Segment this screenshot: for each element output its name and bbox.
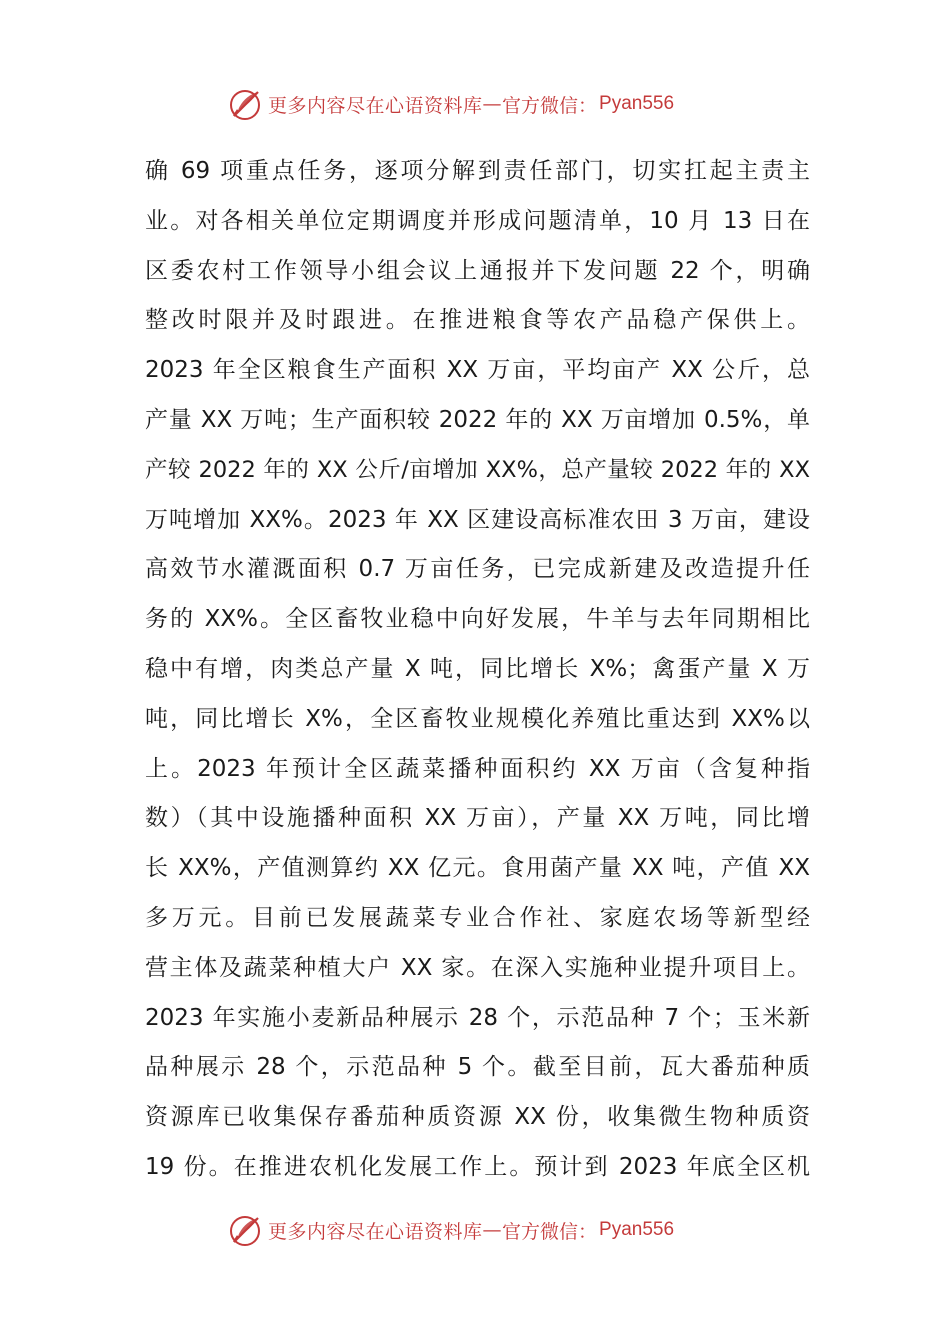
quill-logo-icon bbox=[228, 86, 264, 122]
text-line: 稳中有增，肉类总产量 X 吨，同比增长 X%；禽蛋产量 X 万 bbox=[145, 655, 810, 682]
text-line: 多万元。目前已发展蔬菜专业合作社、家庭农场等新型经 bbox=[145, 904, 810, 931]
text-line: 产量 XX 万吨；生产面积较 2022 年的 XX 万亩增加 0.5%，单 bbox=[145, 406, 810, 433]
text-line: 确 69 项重点任务，逐项分解到责任部门，切实扛起主责主 bbox=[145, 158, 810, 184]
text-line: 高效节水灌溉面积 0.7 万亩任务，已完成新建及改造提升任 bbox=[145, 556, 810, 583]
text-line: 19 份。在推进农机化发展工作上。预计到 2023 年底全区机 bbox=[145, 1153, 810, 1180]
text-line: 资源库已收集保存番茄种质资源 XX 份，收集微生物种质资 bbox=[145, 1104, 810, 1131]
text-line: 品种展示 28 个，示范品种 5 个。截至目前，瓦大番茄种质 bbox=[145, 1054, 810, 1081]
text-line: 区委农村工作领导小组会议上通报并下发问题 22 个，明确 bbox=[145, 257, 810, 284]
header-promo-text: 更多内容尽在心语资料库 bbox=[268, 94, 483, 117]
header-banner bbox=[228, 84, 674, 124]
footer-promo-text: 更多内容尽在心语资料库 bbox=[268, 1220, 483, 1243]
text-line: 上。2023 年预计全区蔬菜播种面积约 XX 万亩（含复种指 bbox=[145, 755, 810, 782]
text-line: 2023 年全区粮食生产面积 XX 万亩，平均亩产 XX 公斤，总 bbox=[145, 357, 810, 384]
text-line: 产较 2022 年的 XX 公斤/亩增加 XX%，总产量较 2022 年的 XX bbox=[145, 456, 810, 483]
footer-wechat-id: Pyan556 bbox=[599, 1219, 675, 1240]
footer-wechat-label: 官方微信： bbox=[502, 1220, 598, 1243]
header-wechat-id: Pyan556 bbox=[599, 93, 675, 114]
text-line: 业。对各相关单位定期调度并形成问题清单，10 月 13 日在 bbox=[145, 207, 810, 234]
text-line: 营主体及蔬菜种植大户 XX 家。在深入实施种业提升项目上。 bbox=[145, 954, 810, 981]
footer-dash: — bbox=[482, 1219, 503, 1241]
text-line: 整改时限并及时跟进。在推进粮食等农产品稳产保供上。 bbox=[145, 307, 810, 334]
text-line: 务的 XX%。全区畜牧业稳中向好发展，牛羊与去年同期相比 bbox=[145, 606, 810, 633]
header-wechat-label: 官方微信： bbox=[502, 94, 598, 117]
text-line: 吨，同比增长 X%，全区畜牧业规模化养殖比重达到 XX%以 bbox=[145, 705, 810, 732]
body-paragraph bbox=[145, 147, 810, 1193]
quill-logo-icon bbox=[228, 1212, 264, 1248]
text-line: 2023 年实施小麦新品种展示 28 个，示范品种 7 个；玉米新 bbox=[145, 1004, 810, 1031]
text-line: 数）（其中设施播种面积 XX 万亩），产量 XX 万吨，同比增 bbox=[145, 805, 810, 832]
footer-banner bbox=[228, 1210, 674, 1250]
text-line: 长 XX%，产值测算约 XX 亿元。食用菌产量 XX 吨，产值 XX bbox=[145, 855, 810, 882]
header-dash: — bbox=[482, 93, 503, 115]
text-line: 万吨增加 XX%。2023 年 XX 区建设高标准农田 3 万亩，建设 bbox=[145, 506, 810, 533]
